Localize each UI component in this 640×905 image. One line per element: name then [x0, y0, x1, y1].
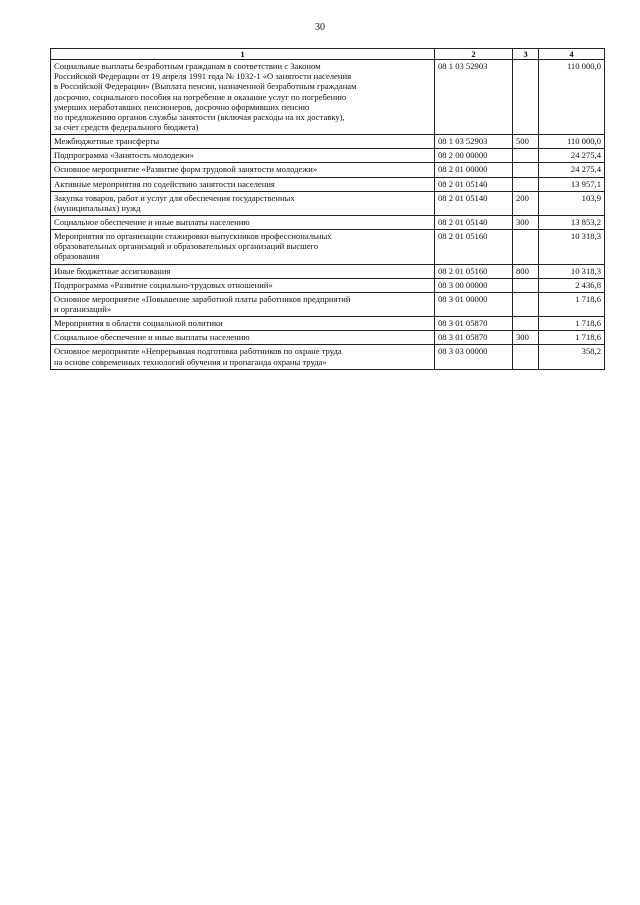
column-header-type: 3 — [513, 49, 539, 60]
row-amount: 10 318,3 — [539, 264, 605, 278]
row-code: 08 3 01 05870 — [435, 317, 513, 331]
table-row — [51, 163, 605, 177]
row-code: 08 3 03 00000 — [435, 345, 513, 369]
row-type: 300 — [513, 331, 539, 345]
page-number: 30 — [315, 22, 325, 33]
row-code: 08 3 00 00000 — [435, 278, 513, 292]
table-row — [51, 345, 605, 369]
row-type — [513, 278, 539, 292]
row-type — [513, 345, 539, 369]
table-row — [51, 317, 605, 331]
row-code: 08 2 01 05140 — [435, 191, 513, 215]
row-name: Основное мероприятие «Развитие форм трудовой занятости молодежи» — [51, 163, 435, 177]
row-amount: 2 436,8 — [539, 278, 605, 292]
row-amount: 1 718,6 — [539, 317, 605, 331]
header-row — [51, 49, 605, 60]
table-row — [51, 264, 605, 278]
row-name: Основное мероприятие «Повышение заработной платы работников предприятий и организаций» — [51, 292, 435, 316]
row-name: Основное мероприятие «Непрерывная подготовка работников по охране труда на основе современных технологий обучения и пропаганда охраны труда» — [51, 345, 435, 369]
row-type: 200 — [513, 191, 539, 215]
row-code: 08 3 01 05870 — [435, 331, 513, 345]
row-type — [513, 149, 539, 163]
table-row — [51, 149, 605, 163]
row-amount: 13 853,2 — [539, 215, 605, 229]
row-name: Подпрограмма «Занятость молодежи» — [51, 149, 435, 163]
table-row — [51, 135, 605, 149]
row-code: 08 2 01 05160 — [435, 230, 513, 264]
row-amount: 358,2 — [539, 345, 605, 369]
table-row — [51, 191, 605, 215]
row-code: 08 3 01 00000 — [435, 292, 513, 316]
row-type — [513, 163, 539, 177]
column-header-amount: 4 — [539, 49, 605, 60]
row-name: Межбюджетные трансферты — [51, 135, 435, 149]
row-type — [513, 317, 539, 331]
budget-table — [50, 48, 605, 370]
row-name: Социальное обеспечение и иные выплаты населению — [51, 215, 435, 229]
table-header — [51, 49, 605, 60]
table-row — [51, 230, 605, 264]
row-type: 800 — [513, 264, 539, 278]
row-type: 500 — [513, 135, 539, 149]
row-amount: 10 318,3 — [539, 230, 605, 264]
row-amount: 1 718,6 — [539, 331, 605, 345]
row-amount: 13 957,1 — [539, 177, 605, 191]
row-name: Закупка товаров, работ и услуг для обеспечения государственных (муниципальных) нужд — [51, 191, 435, 215]
row-amount: 110 000,0 — [539, 135, 605, 149]
table-row — [51, 331, 605, 345]
row-code: 08 2 01 05140 — [435, 177, 513, 191]
table-row — [51, 177, 605, 191]
row-type — [513, 177, 539, 191]
row-amount: 1 718,6 — [539, 292, 605, 316]
row-type — [513, 292, 539, 316]
row-amount: 110 000,0 — [539, 60, 605, 135]
row-name: Социальные выплаты безработным гражданам в соответствии с Законом Российской Федерации от 19 апреля 1991 года № 1032-1 «О занятости населения в Российской Федерации» (Выплата пенсии, назначенной безработным гражданам досрочно, социального пособия на погребение и оказание услуг по погребению умерших неработавших пенсионеров, досрочно оформивших пенсию по предложению органов службы занятости (включая расходы на их доставку), за счет средств федерального бюджета) — [51, 60, 435, 135]
row-name: Мероприятия в области социальной политики — [51, 317, 435, 331]
table-row — [51, 60, 605, 135]
column-header-code: 2 — [435, 49, 513, 60]
row-type — [513, 60, 539, 135]
row-type: 300 — [513, 215, 539, 229]
row-name: Подпрограмма «Развитие социально-трудовых отношений» — [51, 278, 435, 292]
row-amount: 103,9 — [539, 191, 605, 215]
row-amount: 24 275,4 — [539, 149, 605, 163]
row-code: 08 2 01 05160 — [435, 264, 513, 278]
row-name: Мероприятия по организации стажировки выпускников профессиональных образовательных организаций и образовательных организаций высшего образования — [51, 230, 435, 264]
row-name: Иные бюджетные ассигнования — [51, 264, 435, 278]
row-code: 08 2 01 00000 — [435, 163, 513, 177]
row-code: 08 1 03 52903 — [435, 60, 513, 135]
table-row — [51, 215, 605, 229]
row-code: 08 2 00 00000 — [435, 149, 513, 163]
table-row — [51, 278, 605, 292]
row-name: Активные мероприятия по содействию занятости населения — [51, 177, 435, 191]
row-type — [513, 230, 539, 264]
row-code: 08 1 03 52903 — [435, 135, 513, 149]
table-row — [51, 292, 605, 316]
column-header-name: 1 — [51, 49, 435, 60]
row-code: 08 2 01 05140 — [435, 215, 513, 229]
row-amount: 24 275,4 — [539, 163, 605, 177]
row-name: Социальное обеспечение и иные выплаты населению — [51, 331, 435, 345]
table-body — [51, 60, 605, 370]
